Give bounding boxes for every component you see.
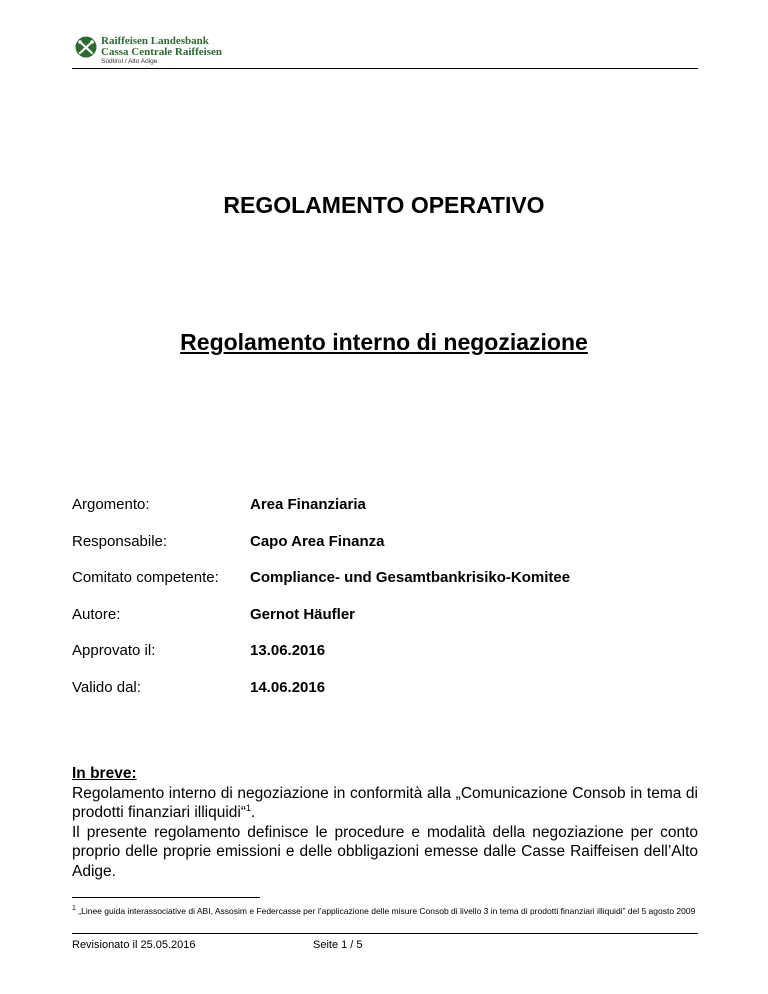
meta-label: Argomento: (72, 496, 150, 513)
summary-paragraph-2: Il presente regolamento definisce le procedure e modalità della negoziazione per conto proprio delle proprie emissioni e delle obbligazioni emesse dalle Casse Raiffeisen dell’Alto Adige. (72, 823, 698, 880)
meta-row-argomento (72, 496, 570, 533)
metadata-table (72, 496, 570, 716)
raiffeisen-gable-cross-icon (75, 36, 97, 58)
page-number: Seite 1 / 5 (313, 939, 363, 951)
document-title: REGOLAMENTO OPERATIVO (223, 192, 545, 218)
brand-line-3: Südtirol / Alto Adige (101, 58, 158, 65)
meta-row-comitato (72, 569, 570, 606)
brand-text (101, 36, 222, 66)
footnote (72, 903, 698, 917)
meta-value: Gernot Häufler (250, 605, 356, 623)
summary-text-1-end: . (251, 804, 256, 821)
meta-value: 13.06.2016 (250, 642, 326, 660)
meta-label: Approvato il: (72, 642, 156, 660)
meta-label: Responsabile: (72, 532, 168, 550)
meta-row-autore (72, 606, 570, 643)
summary-heading: In breve: (72, 765, 137, 782)
meta-value: Capo Area Finanza (250, 532, 385, 550)
header-divider (72, 68, 698, 69)
brand-line-1: Raiffeisen Landesbank (101, 35, 209, 47)
footer-divider (72, 933, 698, 934)
meta-label: Autore: (72, 605, 121, 623)
document-subtitle: Regolamento interno di negoziazione (180, 329, 588, 355)
meta-label: Comitato competente: (72, 569, 219, 587)
meta-row-valido (72, 679, 570, 716)
revision-date: Revisionato il 25.05.2016 (72, 939, 196, 951)
footnote-text: „Linee guida interassociative di ABI, Assosim e Federcasse per l’applicazione delle misure Consob di livello 3 in tema di prodotti finanziari illiquidi” del 5 agosto 2009 (78, 905, 696, 916)
meta-row-responsabile (72, 533, 570, 570)
meta-value: Area Finanziaria (250, 496, 366, 513)
summary-section (72, 764, 698, 881)
meta-value: Compliance- und Gesamtbankrisiko-Komitee (250, 569, 571, 587)
footnote-reference: 1 (246, 802, 252, 813)
meta-value: 14.06.2016 (250, 678, 326, 696)
summary-text-1: Regolamento interno di negoziazione in conformità alla „Comunicazione Consob in tema di prodotti finanziari illiquidi“ (72, 784, 698, 821)
footnote-number: 1 (72, 905, 76, 912)
brand-line-2: Cassa Centrale Raiffeisen (101, 46, 222, 58)
summary-paragraph-1 (72, 784, 698, 823)
meta-label: Valido dal: (72, 678, 141, 696)
footnote-divider (72, 897, 260, 898)
letterhead (75, 36, 222, 66)
meta-row-approvato (72, 642, 570, 679)
